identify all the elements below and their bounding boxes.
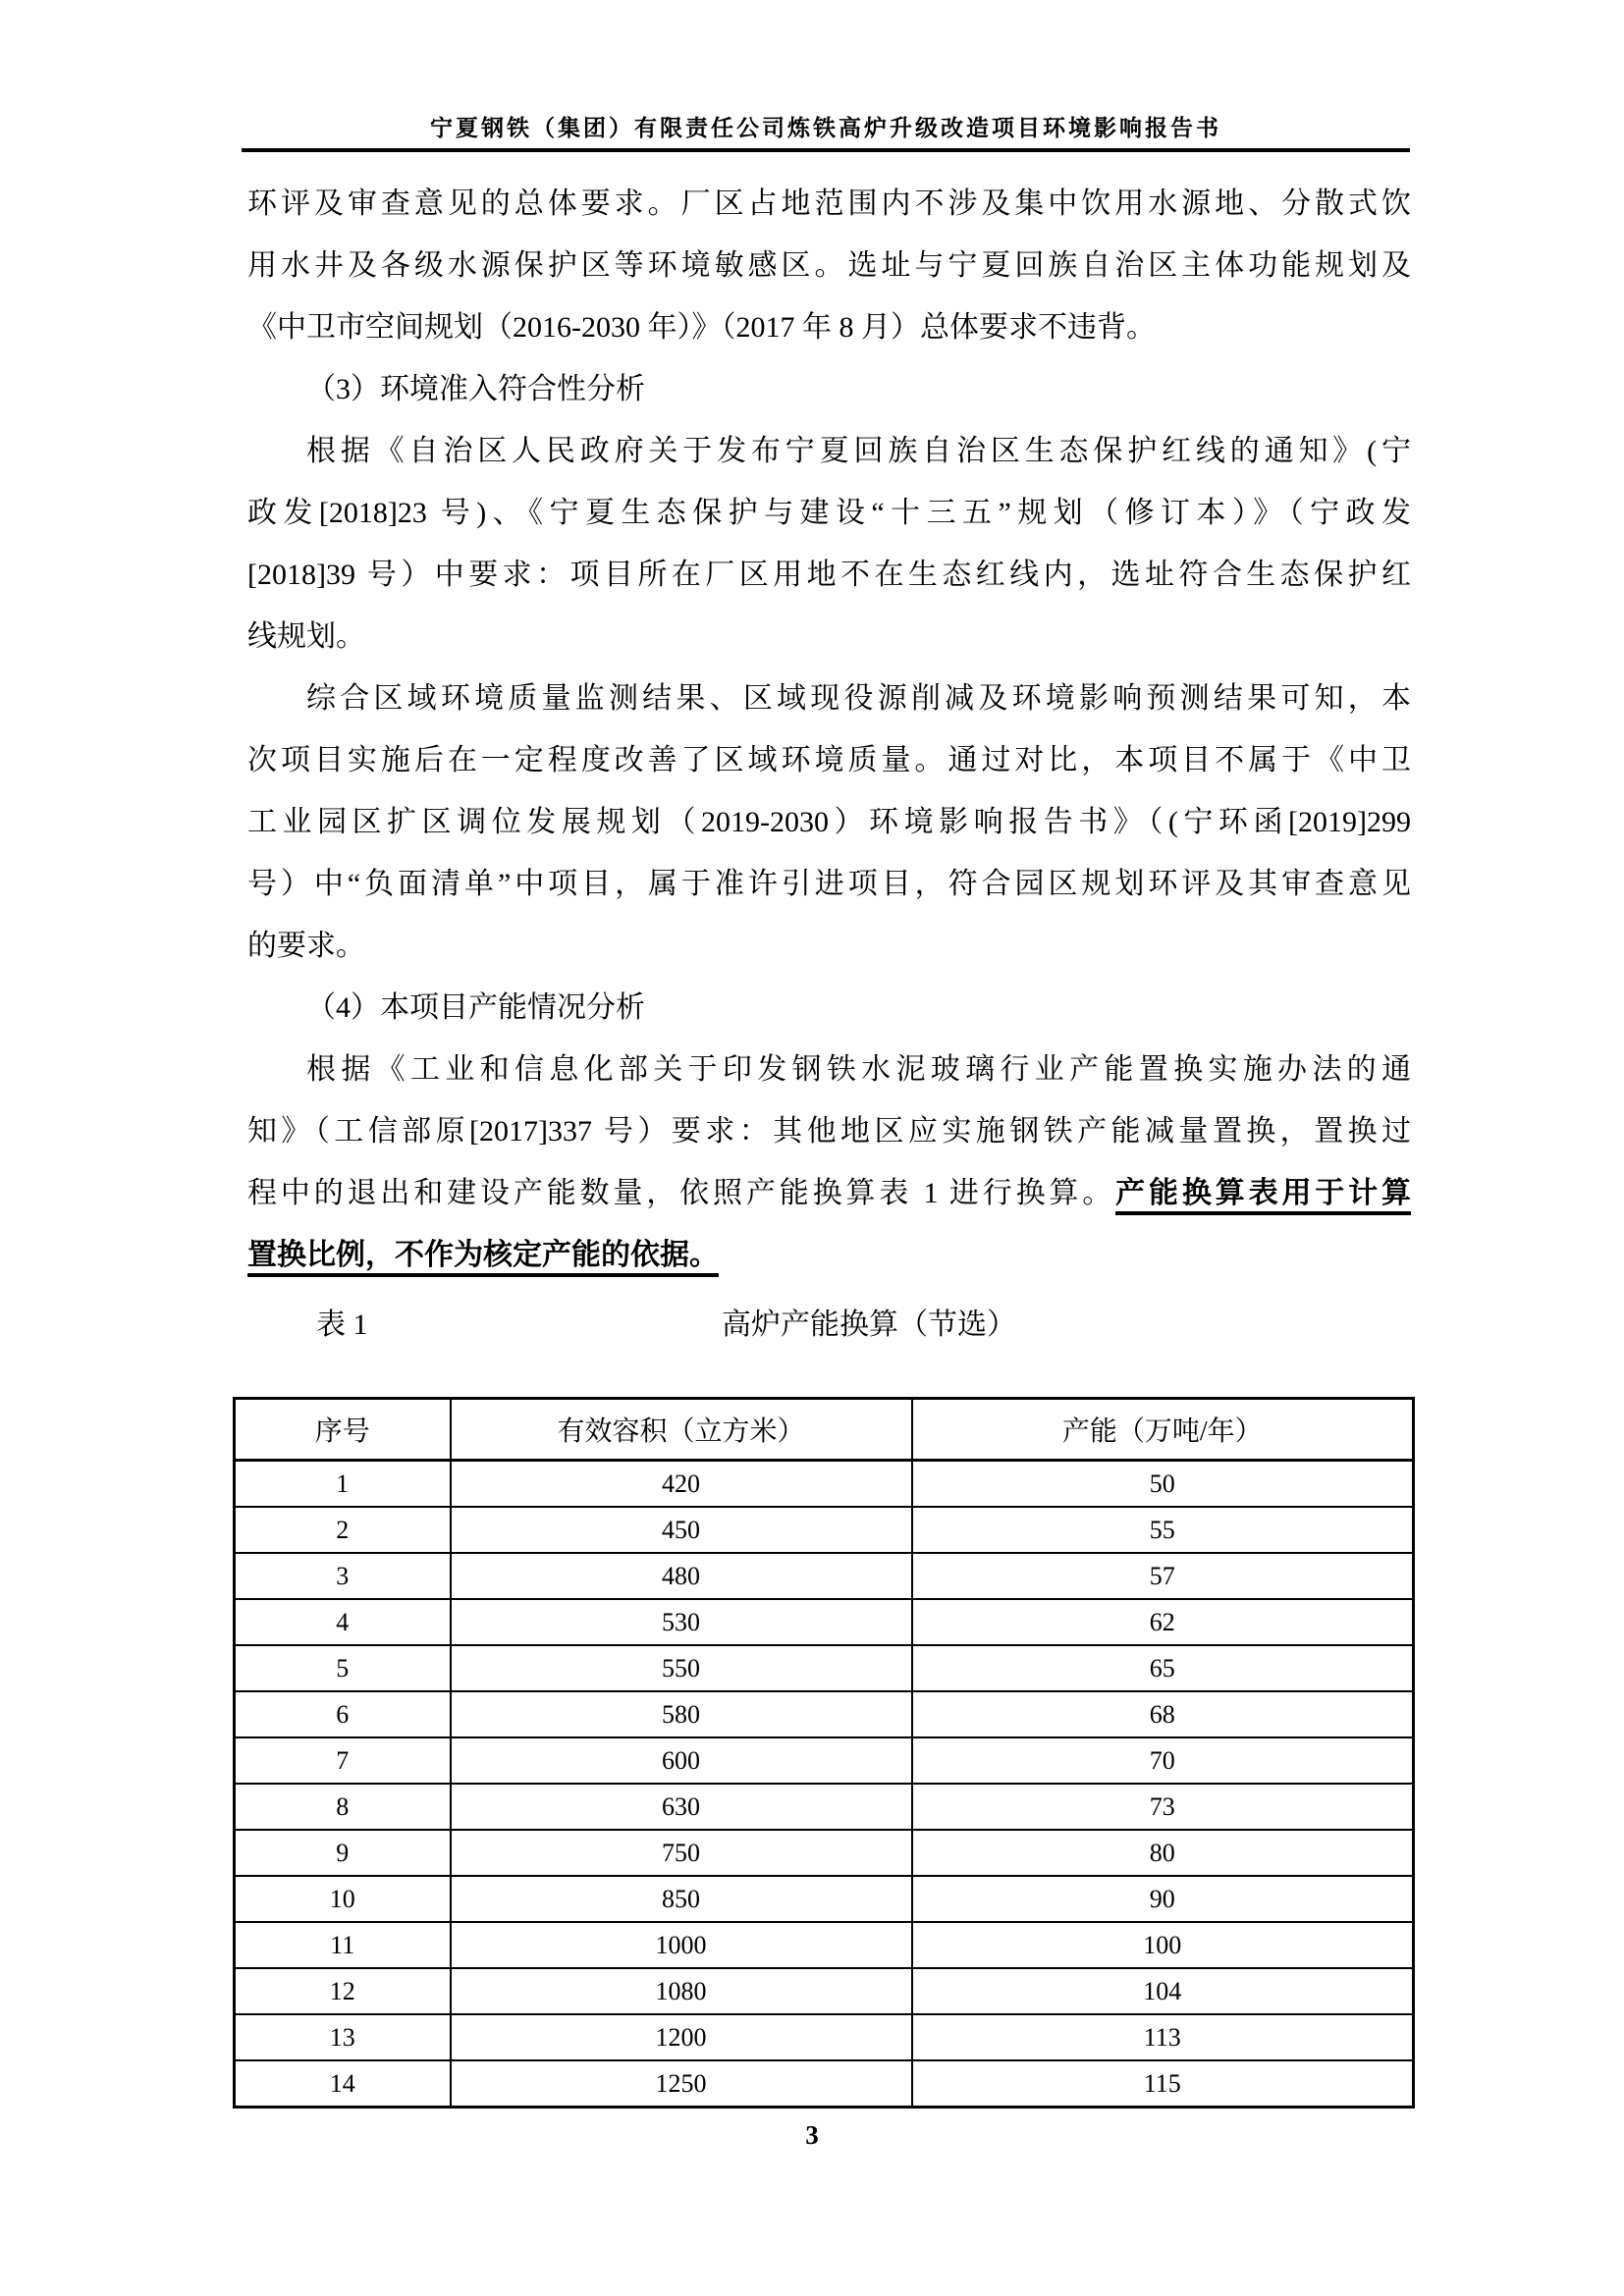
table-cell: 450 [451,1507,912,1553]
table-cell: 1200 [451,2014,912,2060]
body-line: 工业园区扩区调位发展规划（2019-2030）环境影响报告书》（(宁环函[2019]299 [247,806,1411,838]
table-cell: 14 [235,2060,451,2108]
table-row [235,1737,1414,1784]
column-header-volume: 有效容积（立方米） [451,1399,912,1461]
body-text-block [247,173,1411,1286]
table-cell: 4 [235,1599,451,1645]
table-row [235,1784,1414,1830]
body-line-segment: 程中的退出和建设产能数量，依照产能换算表 1 进行换算。 [247,1177,1116,1209]
table-cell: 13 [235,2014,451,2060]
running-header-title: 宁夏钢铁（集团）有限责任公司炼铁高炉升级改造项目环境影响报告书 [430,116,1221,140]
table-cell: 630 [451,1784,912,1830]
table-row [235,1968,1414,2014]
table-cell: 750 [451,1830,912,1876]
body-line: 知》（工信部原[2017]337 号）要求：其他地区应实施钢铁产能减量置换，置换过 [247,1115,1411,1148]
table-cell: 113 [912,2014,1414,2060]
table-caption-title: 高炉产能换算（节选） [722,1308,1016,1341]
table-cell: 580 [451,1691,912,1737]
table-cell: 57 [912,1553,1414,1599]
page-number: 3 [805,2120,819,2150]
table-caption-label: 表 1 [316,1308,368,1341]
body-line: 政发[2018]23 号)、《宁夏生态保护与建设“十三五”规划（修订本）》（宁政发 [247,497,1411,529]
page-content [233,173,1412,2109]
table-cell: 65 [912,1645,1414,1691]
body-line: [2018]39 号）中要求：项目所在厂区用地不在生态红线内，选址符合生态保护红 [247,559,1411,591]
table-row [235,1507,1414,1553]
table-row [235,1461,1414,1508]
table-row [235,1876,1414,1922]
table-cell: 68 [912,1691,1414,1737]
body-line: 号）中“负面清单”中项目，属于准许引进项目，符合园区规划环评及其审查意见 [247,868,1411,900]
table-row [235,2014,1414,2060]
body-line: 线规划。 [247,620,365,653]
body-line: 根据《自治区人民政府关于发布宁夏回族自治区生态保护红线的通知》(宁 [306,435,1411,467]
body-line [247,1224,1411,1286]
table-row [235,1922,1414,1968]
body-line: 次项目实施后在一定程度改善了区域环境质量。通过对比，本项目不属于《中卫 [247,744,1411,776]
table-cell: 55 [912,1507,1414,1553]
table-cell: 1080 [451,1968,912,2014]
table-cell: 9 [235,1830,451,1876]
table-row [235,1691,1414,1737]
table-cell: 5 [235,1645,451,1691]
table-cell: 100 [912,1922,1414,1968]
table-cell: 70 [912,1737,1414,1784]
body-line: 《中卫市空间规划（2016-2030 年）》（2017 年 8 月）总体要求不违背。 [247,311,1156,344]
table-body [235,1461,1414,2108]
table-header-row [235,1399,1414,1461]
table-row [235,2060,1414,2108]
body-line: 用水井及各级水源保护区等环境敏感区。选址与宁夏回族自治区主体功能规划及 [247,249,1411,282]
table-cell: 1000 [451,1922,912,1968]
section-heading-4: （4）本项目产能情况分析 [306,991,645,1024]
table-cell: 10 [235,1876,451,1922]
table-cell: 7 [235,1737,451,1784]
table-cell: 8 [235,1784,451,1830]
table-cell: 80 [912,1830,1414,1876]
table-cell: 50 [912,1461,1414,1508]
table-cell: 550 [451,1645,912,1691]
header-divider-rule [242,148,1410,152]
table-caption [233,1294,1412,1356]
column-header-capacity: 产能（万吨/年） [912,1399,1414,1461]
table-cell: 850 [451,1876,912,1922]
table-row [235,1599,1414,1645]
section-heading-3: （3）环境准入符合性分析 [306,373,645,405]
emphasized-underlined-text: 置换比例，不作为核定产能的依据。 [247,1239,719,1277]
body-line [247,1162,1411,1224]
table-cell: 115 [912,2060,1414,2108]
table-cell: 3 [235,1553,451,1599]
body-line: 根据《工业和信息化部关于印发钢铁水泥玻璃行业产能置换实施办法的通 [306,1053,1411,1086]
table-cell: 90 [912,1876,1414,1922]
table-cell: 11 [235,1922,451,1968]
emphasized-underlined-text: 产能换算表用于计算 [1115,1177,1411,1215]
table-cell: 2 [235,1507,451,1553]
body-line: 的要求。 [247,930,365,962]
table-cell: 1250 [451,2060,912,2108]
table-cell: 600 [451,1737,912,1784]
table-cell: 104 [912,1968,1414,2014]
body-line: 综合区域环境质量监测结果、区域现役源削减及环境影响预测结果可知，本 [306,682,1411,715]
table-cell: 12 [235,1968,451,2014]
column-header-index: 序号 [235,1399,451,1461]
body-line: 环评及审查意见的总体要求。厂区占地范围内不涉及集中饮用水源地、分散式饮 [247,187,1411,220]
capacity-conversion-table [233,1397,1415,2109]
table-row [235,1830,1414,1876]
table-cell: 420 [451,1461,912,1508]
table-cell: 480 [451,1553,912,1599]
table-row [235,1645,1414,1691]
table-cell: 73 [912,1784,1414,1830]
table-cell: 6 [235,1691,451,1737]
table-cell: 1 [235,1461,451,1508]
table-cell: 530 [451,1599,912,1645]
table-cell: 62 [912,1599,1414,1645]
table-row [235,1553,1414,1599]
